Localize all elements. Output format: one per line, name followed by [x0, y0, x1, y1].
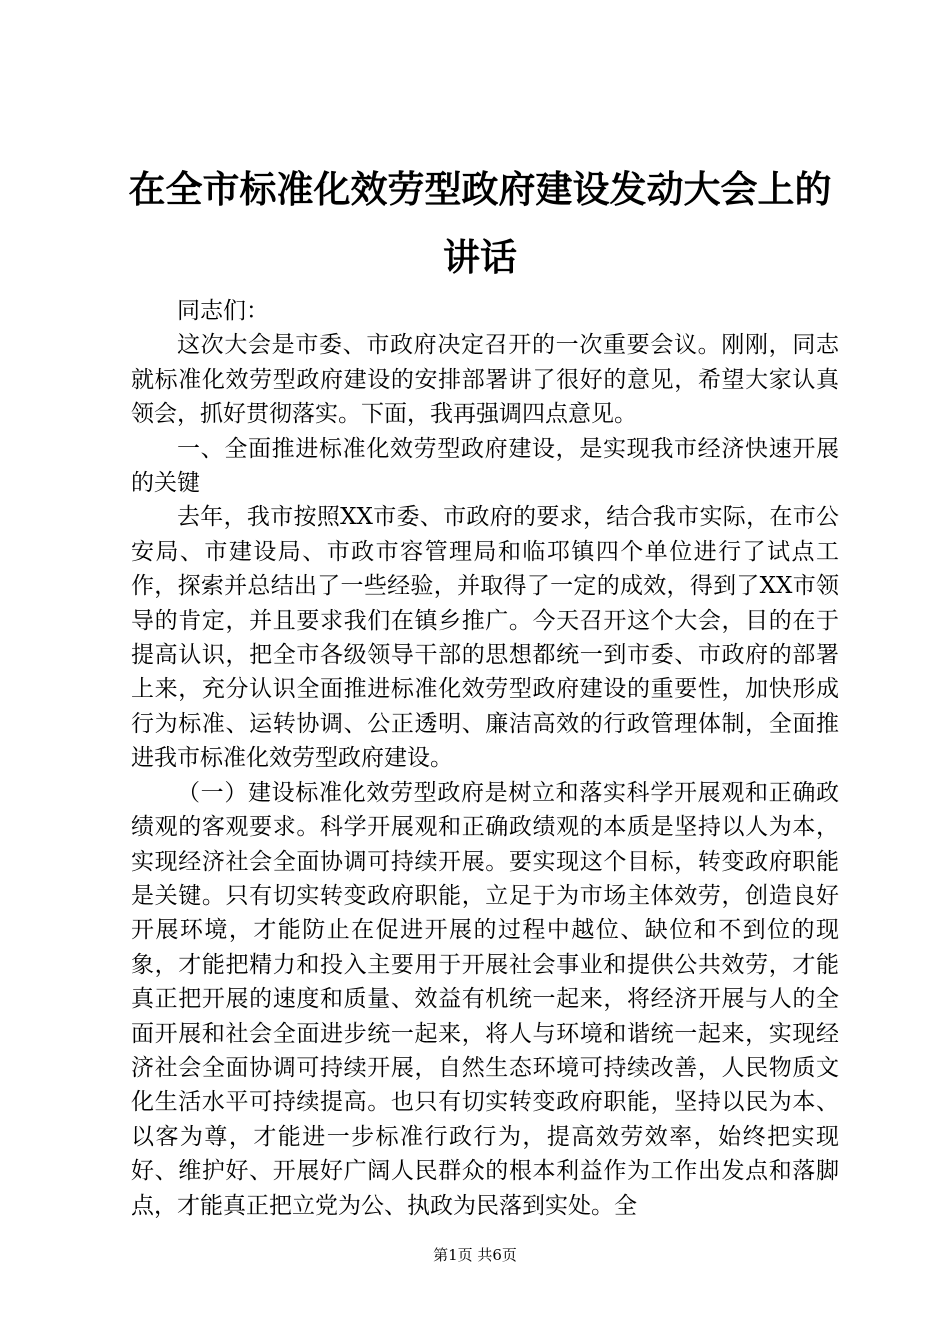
- paragraph-subsection-1: （一）建设标准化效劳型政府是树立和落实科学开展观和正确政绩观的客观要求。科学开展观和正确政绩观的本质是坚持以人为本，实现经济社会全面协调可持续开展。要实现这个目标，转变政府职能是关键。只有切实转变政府职能，立足于为市场主体效劳，创造良好开展环境，才能防止在促进开展的过程中越位、缺位和不到位的现象，才能把精力和投入主要用于开展社会事业和提供公共效劳，才能真正把开展的速度和质量、效益有机统一起来，将经济开展与人的全面开展和社会全面进步统一起来，将人与环境和谐统一起来，实现经济社会全面协调可持续开展，自然生态环境可持续改善，人民物质文化生活水平可持续提高。也只有切实转变政府职能，坚持以民为本、以客为尊，才能进一步标准行政行为，提高效劳效率，始终把实现好、维护好、开展好广阔人民群众的根本利益作为工作出发点和落脚点，才能真正把立党为公、执政为民落到实处。全: [131, 779, 839, 1219]
- page-footer: 第1页 共6页: [433, 1246, 517, 1264]
- document-body: [131, 294, 839, 1223]
- paragraph-background: 去年，我市按照XX市委、市政府的要求，结合我市实际，在市公安局、市建设局、市政市容管理局和临邛镇四个单位进行了试点工作，探索并总结出了一些经验，并取得了一定的成效，得到了XX市领导的肯定，并且要求我们在镇乡推广。今天召开这个大会，目的在于提高认识，把全市各级领导干部的思想都统一到市委、市政府的部署上来，充分认识全面推进标准化效劳型政府建设的重要性，加快形成行为标准、运转协调、公正透明、廉洁高效的行政管理体制，全面推进我市标准化效劳型政府建设。: [131, 504, 839, 772]
- section-heading-1: 一、全面推进标准化效劳型政府建设，是实现我市经济快速开展的关键: [131, 435, 839, 497]
- paragraph-salutation: 同志们：: [177, 298, 269, 324]
- document-title: 在全市标准化效劳型政府建设发动大会上的讲话: [128, 167, 832, 279]
- paragraph-intro: 这次大会是市委、市政府决定召开的一次重要会议。刚刚，同志就标准化效劳型政府建设的安排部署讲了很好的意见，希望大家认真领会，抓好贯彻落实。下面，我再强调四点意见。: [131, 332, 839, 428]
